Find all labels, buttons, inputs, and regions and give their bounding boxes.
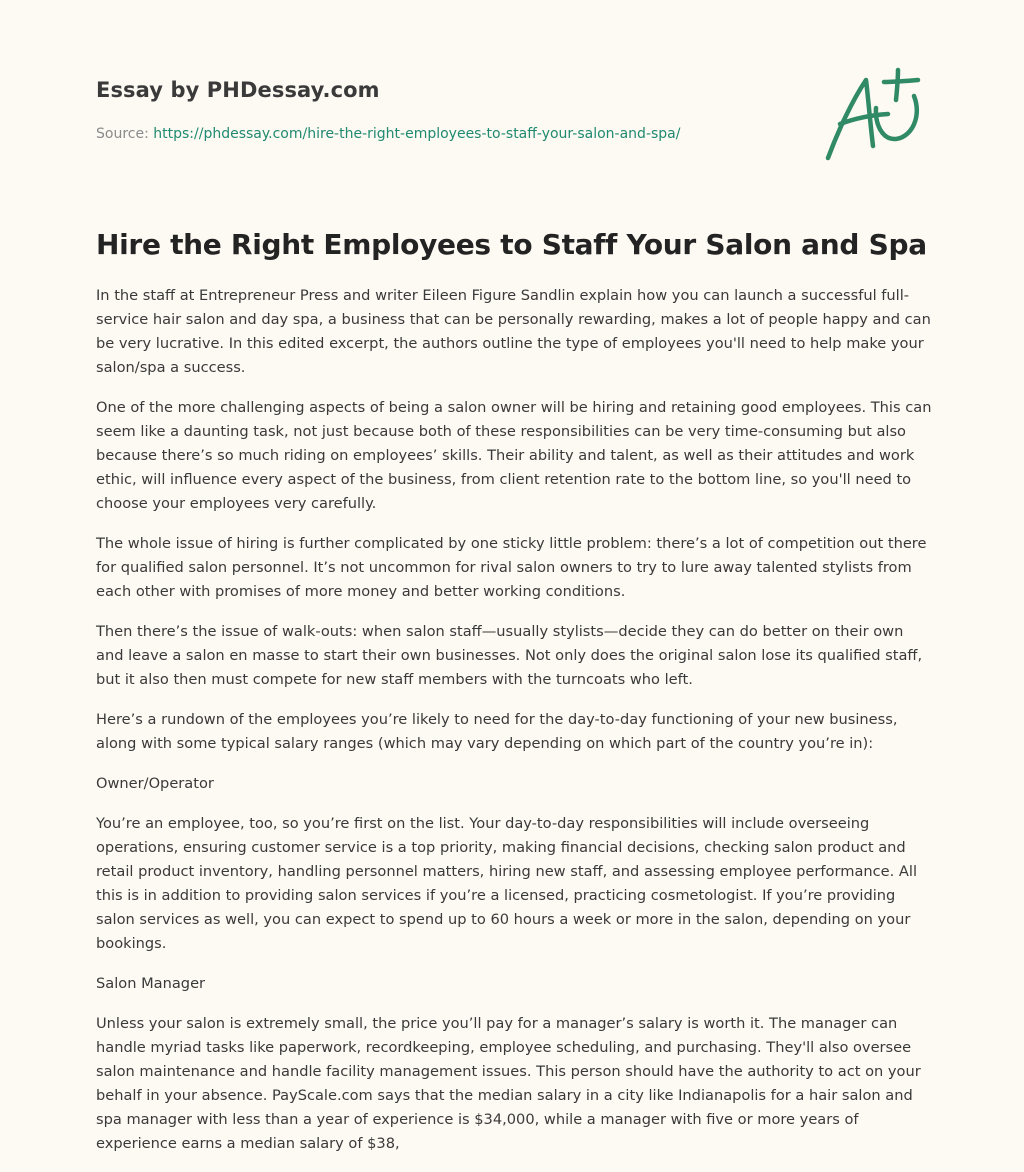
subheading-owner-operator: Owner/Operator bbox=[96, 775, 214, 792]
paragraph-walk-outs: Then there’s the issue of walk-outs: when salon staff—usually stylists—decide they can do better on their own and leave a salon en masse to start their own businesses. Not only does the original salon lose its qualified staff, but it also then must compete for new staff members with the turncoats who left. bbox=[96, 623, 923, 688]
paragraph-owner-operator: You’re an employee, too, so you’re first on the list. Your day-to-day responsibilities will include overseeing operations, ensuring customer service is a top priority, making financial decisions, checking salon product and retail product inventory, handling personnel matters, hiring new staff, and assessing employee performance. All this is in addition to providing salon services if you’re a licensed, practicing cosmetologist. If you’re providing salon services as well, you can expect to spend up to 60 hours a week or more in the salon, depending on your bookings. bbox=[96, 815, 918, 952]
a-plus-logo-icon bbox=[818, 66, 930, 166]
paragraph-competition: The whole issue of hiring is further complicated by one sticky little problem: there’s a lot of competition out there for qualified salon personnel. It’s not uncommon for rival salon owners to try to lure away talented stylists from each other with promises of more money and better working conditions. bbox=[96, 535, 927, 600]
site-brand: Essay by PHDessay.com bbox=[96, 78, 380, 102]
source-line bbox=[96, 124, 796, 144]
paragraph-intro: In the staff at Entrepreneur Press and writer Eileen Figure Sandlin explain how you can launch a successful full-service hair salon and day spa, a business that can be personally rewarding, makes a lot of people happy and can be very lucrative. In this edited excerpt, the authors outline the type of employees you'll need to help make your salon/spa a success. bbox=[96, 287, 931, 376]
subheading-salon-manager: Salon Manager bbox=[96, 975, 206, 992]
source-link[interactable]: https://phdessay.com/hire-the-right-employees-to-staff-your-salon-and-spa/ bbox=[153, 126, 681, 142]
essay-header bbox=[96, 74, 796, 144]
paragraph-salon-manager: Unless your salon is extremely small, the price you’ll pay for a manager’s salary is worth it. The manager can handle myriad tasks like paperwork, recordkeeping, employee scheduling, and purchasing. They'll also oversee salon maintenance and handle facility management issues. This person should have the authority to act on your behalf in your absence. PayScale.com says that the median salary in a city like Indianapolis for a hair salon and spa manager with less than a year of experience is $34,000, while a manager with five or more years of experience earns a median salary of $38, bbox=[96, 1015, 921, 1152]
article-title: Hire the Right Employees to Staff Your Salon and Spa bbox=[96, 228, 927, 261]
paragraph-hiring-challenge: One of the more challenging aspects of being a salon owner will be hiring and retaining good employees. This can seem like a daunting task, not just because both of these responsibilities can be very time-consuming but also because there’s so much riding on employees’ skills. Their ability and talent, as well as their attitudes and work ethic, will influence every aspect of the business, from client retention rate to the bottom line, so you'll need to choose your employees very carefully. bbox=[96, 399, 932, 512]
source-label: Source: bbox=[96, 126, 154, 142]
paragraph-rundown: Here’s a rundown of the employees you’re likely to need for the day-to-day functioning of your new business, along with some typical salary ranges (which may vary depending on which part of the country you’re in): bbox=[96, 711, 898, 752]
article-body bbox=[96, 284, 932, 1172]
